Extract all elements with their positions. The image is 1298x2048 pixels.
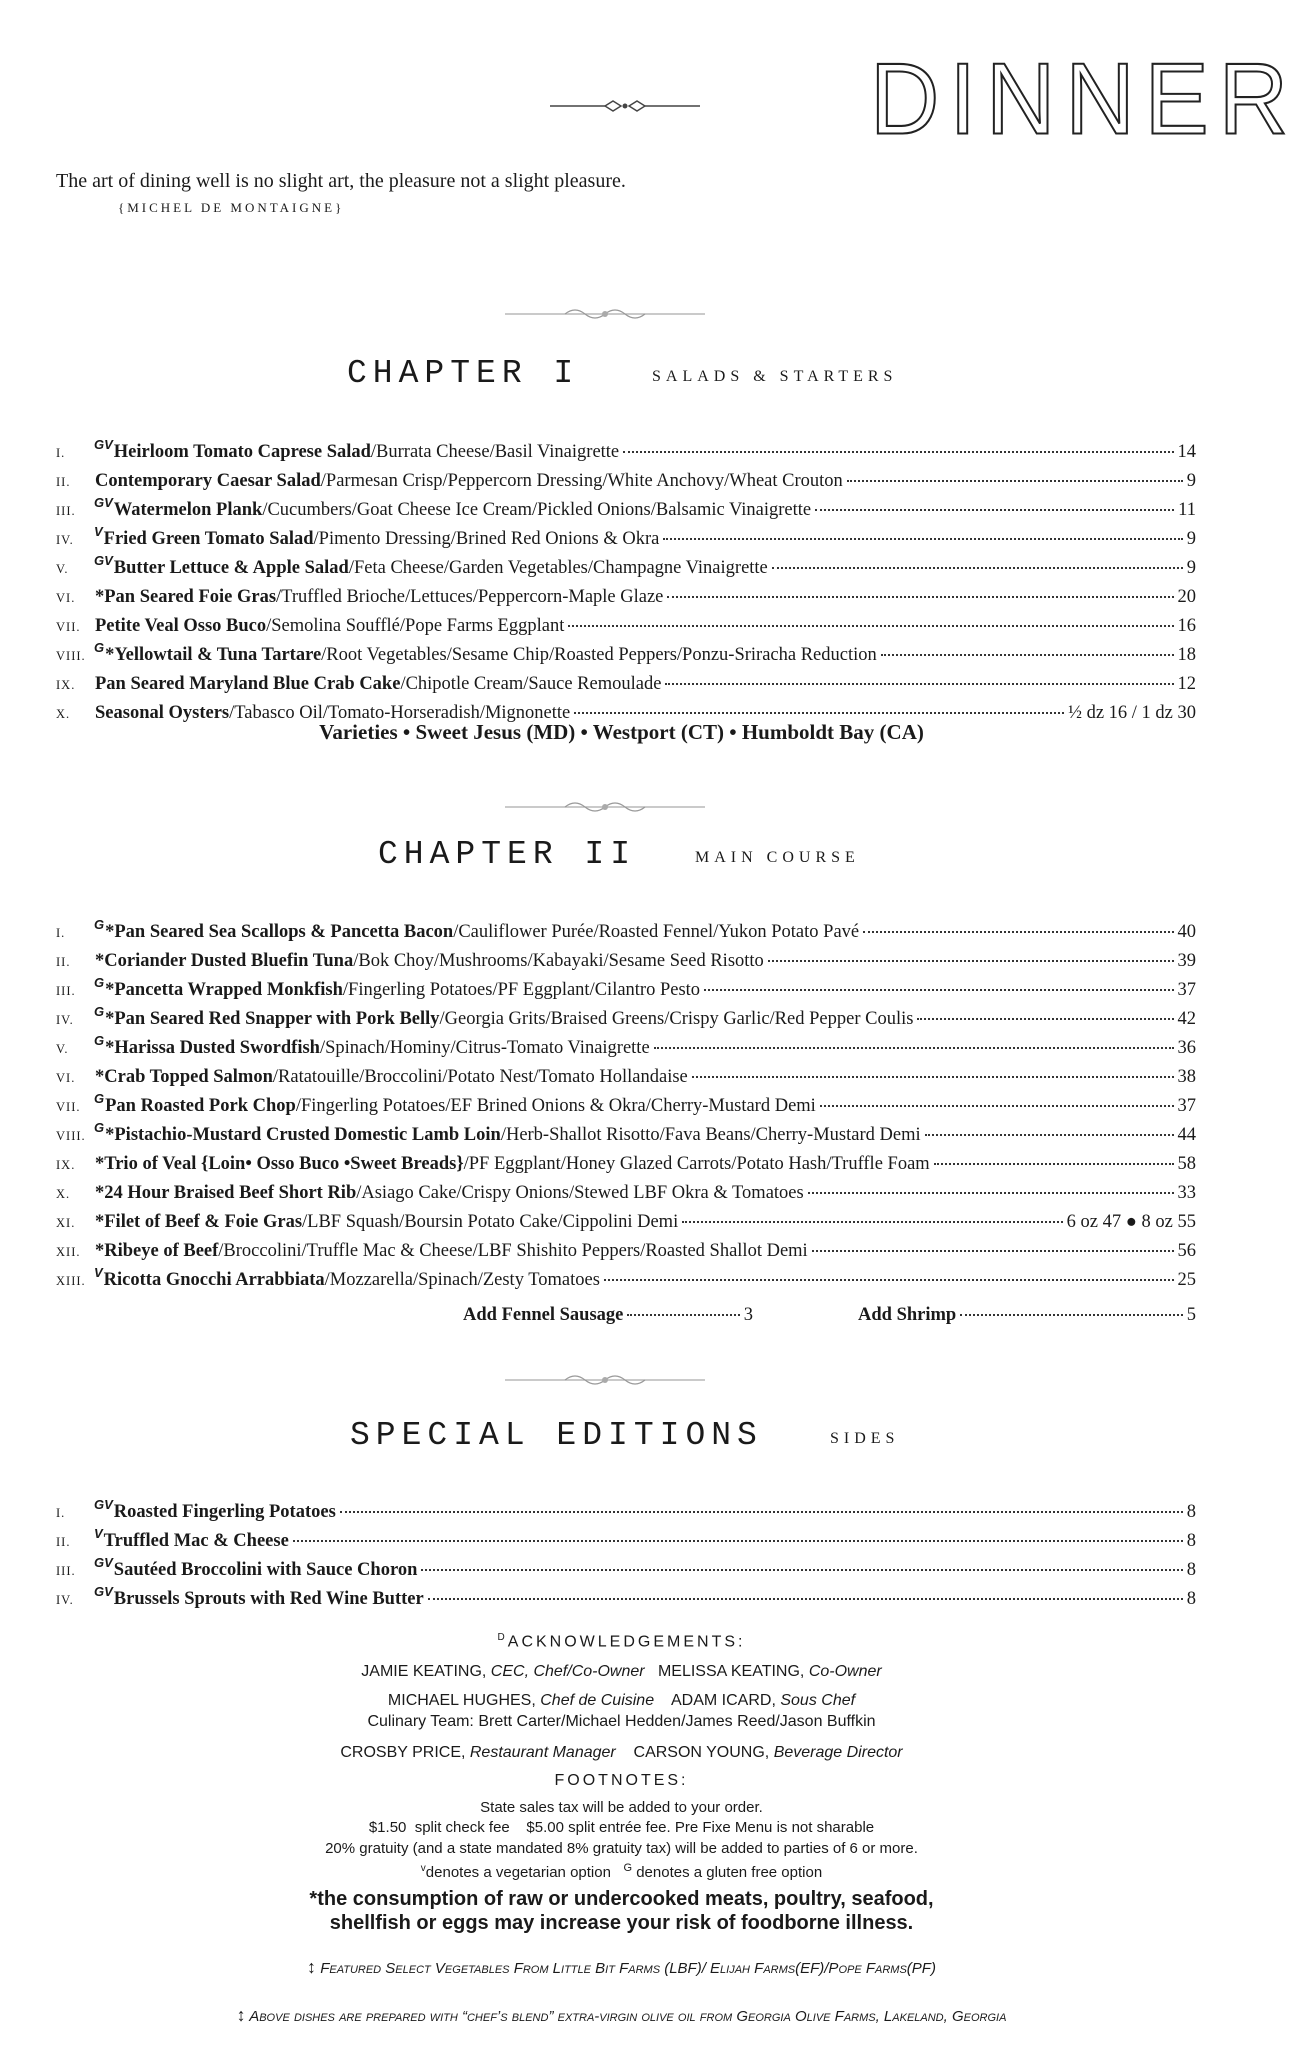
menu-item	[56, 917, 1196, 951]
dot-leader	[863, 931, 1173, 933]
item-name: Seasonal Oysters	[95, 703, 230, 723]
ack-name: CARSON YOUNG,	[633, 1744, 774, 1761]
item-description: /Chipotle Cream/Sauce Remoulade	[400, 674, 662, 694]
addon-name: Add Fennel Sausage	[463, 1305, 624, 1325]
dot-leader	[808, 1192, 1174, 1194]
item-price: 8	[1186, 1589, 1196, 1609]
item-name: Pan Seared Maryland Blue Crab Cake	[95, 674, 401, 694]
item-description: /Semolina Soufflé/Pope Farms Eggplant	[266, 616, 565, 636]
item-description: /Parmesan Crisp/Peppercorn Dressing/White Anchovy/Wheat Crouton	[320, 471, 843, 491]
dot-leader	[604, 1279, 1174, 1281]
item-name: *24 Hour Braised Beef Short Rib	[95, 1183, 357, 1203]
item-price: 8	[1186, 1502, 1196, 1522]
item-number: I.	[56, 926, 66, 940]
item-description: /Root Vegetables/Sesame Chip/Roasted Peppers/Ponzu-Sriracha Reduction	[321, 645, 877, 665]
item-price: 9	[1186, 529, 1196, 549]
item-description: /Burrata Cheese/Basil Vinaigrette	[370, 442, 620, 462]
dietary-tags: G	[94, 1120, 105, 1135]
dot-leader	[568, 625, 1173, 627]
acknowledgements-heading	[0, 1632, 1243, 1651]
dot-leader	[815, 509, 1174, 511]
dot-leader	[663, 538, 1182, 540]
dietary-tags: V	[94, 1265, 103, 1280]
menu-item	[56, 471, 1196, 500]
dietary-tags: G	[94, 1004, 105, 1019]
item-price: 56	[1177, 1241, 1196, 1261]
dot-leader	[682, 1221, 1062, 1223]
item-price: 58	[1177, 1154, 1196, 1174]
item-description: /PF Eggplant/Honey Glazed Carrots/Potato Hash/Truffle Foam	[463, 1154, 930, 1174]
up-down-arrow-icon: ↕	[236, 2005, 246, 2025]
menu-item	[56, 1067, 1196, 1096]
item-description: /Herb-Shallot Risotto/Fava Beans/Cherry-Mustard Demi	[500, 1125, 921, 1145]
chapter-3-heading: SPECIAL EDITIONS	[350, 1417, 763, 1454]
item-description: /Cauliflower Purée/Roasted Fennel/Yukon Potato Pavé	[453, 922, 860, 942]
item-number: XIII.	[56, 1274, 86, 1288]
item-description: /Cucumbers/Goat Cheese Ice Cream/Pickled Onions/Balsamic Vinaigrette	[262, 500, 812, 520]
item-number: X.	[56, 707, 71, 721]
item-number: IV.	[56, 1013, 74, 1027]
dot-leader	[654, 1047, 1174, 1049]
chapter-1-subtitle: SALADS & STARTERS	[652, 368, 898, 385]
item-number: III.	[56, 504, 76, 518]
ack-line-chefs	[0, 1692, 1243, 1710]
legend-text: denotes a vegetarian option	[425, 1864, 611, 1881]
dot-leader	[925, 1134, 1174, 1136]
item-price: 33	[1177, 1183, 1196, 1203]
dietary-tags: G	[94, 917, 105, 932]
ack-role: Restaurant Manager	[469, 1744, 616, 1761]
dot-leader	[820, 1105, 1174, 1107]
farms-text: Featured Select Vegetables From Little Bit Farms (LBF)/ Elijah Farms(EF)/Pope Farms(PF)	[320, 1960, 936, 1977]
item-name: *Pan Seared Foie Gras	[95, 587, 277, 607]
dot-leader	[917, 1018, 1173, 1020]
item-price: 39	[1177, 951, 1196, 971]
menu-item	[56, 524, 1196, 558]
dot-leader	[665, 683, 1173, 685]
footnote-fees: $1.50 split check fee $5.00 split entrée fee. Pre Fixe Menu is not sharable	[368, 1819, 875, 1836]
item-number: V.	[56, 1042, 69, 1056]
gluten-free-marker: G	[623, 1862, 633, 1874]
dot-leader	[812, 1250, 1174, 1252]
ack-name: MICHAEL HUGHES,	[387, 1692, 541, 1709]
dietary-tags: G	[94, 1091, 105, 1106]
item-number: VII.	[56, 620, 81, 634]
dot-leader	[667, 596, 1173, 598]
ack-role: Beverage Director	[773, 1744, 903, 1761]
item-price: 16	[1177, 616, 1196, 636]
item-name: *Pistachio-Mustard Crusted Domestic Lamb Loin	[105, 1125, 501, 1145]
item-name: Contemporary Caesar Salad	[95, 471, 321, 491]
item-price: 42	[1177, 1009, 1196, 1029]
item-name: *Crab Topped Salmon	[95, 1067, 273, 1087]
item-price: 8	[1186, 1531, 1196, 1551]
ack-name: JAMIE KEATING,	[361, 1663, 491, 1680]
item-number: VI.	[56, 591, 76, 605]
item-price: 20	[1177, 587, 1196, 607]
item-name: Butter Lettuce & Apple Salad	[113, 558, 349, 578]
item-description: /Ratatouille/Broccolini/Potato Nest/Tomato Hollandaise	[272, 1067, 688, 1087]
oyster-varieties: Varieties • Sweet Jesus (MD) • Westport (CT) • Humboldt Bay (CA)	[319, 720, 924, 744]
menu-item	[56, 1555, 1196, 1589]
item-description: /Truffled Brioche/Lettuces/Peppercorn-Maple Glaze	[276, 587, 664, 607]
item-name: *Harissa Dusted Swordfish	[105, 1038, 320, 1058]
menu-item	[56, 1212, 1196, 1241]
dot-leader	[428, 1598, 1183, 1600]
item-number: I.	[56, 1506, 66, 1520]
dot-leader	[881, 654, 1174, 656]
item-price: 37	[1177, 980, 1196, 1000]
item-description: /Fingerling Potatoes/PF Eggplant/Cilantro Pesto	[342, 980, 701, 1000]
item-price: 9	[1186, 558, 1196, 578]
ornament-divider-top	[550, 98, 700, 114]
dot-leader	[421, 1569, 1182, 1571]
ack-name: CROSBY PRICE,	[340, 1744, 470, 1761]
menu-item	[56, 1526, 1196, 1560]
footnote-legend	[0, 1862, 1243, 1881]
olive-oil-note	[0, 2005, 1243, 2026]
item-name: Petite Veal Osso Buco	[95, 616, 267, 636]
item-price: 6 oz 47 ● 8 oz 55	[1066, 1212, 1196, 1232]
chapter-1-list	[56, 437, 1196, 732]
food-warning-2: shellfish or eggs may increase your risk of foodborne illness.	[329, 1912, 914, 1934]
dietary-tags: GV	[94, 1584, 113, 1599]
dot-leader	[692, 1076, 1174, 1078]
menu-item	[56, 674, 1196, 703]
item-name: Sautéed Broccolini with Sauce Choron	[113, 1560, 418, 1580]
menu-item	[56, 1091, 1196, 1125]
ack-name: MELISSA KEATING,	[657, 1663, 809, 1680]
item-number: III.	[56, 984, 76, 998]
menu-item	[56, 1265, 1196, 1299]
item-number: X.	[56, 1187, 71, 1201]
farms-note	[0, 1957, 1243, 1978]
dot-leader	[768, 960, 1174, 962]
menu-item	[56, 553, 1196, 587]
dietary-tags: GV	[94, 1497, 113, 1512]
food-warning-1: *the consumption of raw or undercooked meats, poultry, seafood,	[309, 1888, 934, 1910]
addon-name: Add Shrimp	[858, 1305, 957, 1325]
item-description: /Spinach/Hominy/Citrus-Tomato Vinaigrette	[319, 1038, 650, 1058]
item-name: *Coriander Dusted Bluefin Tuna	[95, 951, 354, 971]
vegetarian-marker: v	[420, 1863, 426, 1874]
menu-item	[56, 975, 1196, 1009]
item-price: 37	[1177, 1096, 1196, 1116]
item-name: Pan Roasted Pork Chop	[105, 1096, 296, 1116]
menu-item	[56, 1241, 1196, 1270]
item-number: VIII.	[56, 1129, 86, 1143]
dot-leader	[574, 712, 1064, 714]
chapter-2-heading: CHAPTER II	[378, 836, 637, 873]
item-number: V.	[56, 562, 69, 576]
menu-item	[56, 1033, 1196, 1067]
dietary-tags: G	[94, 1033, 105, 1048]
addon-fennel-sausage	[463, 1305, 753, 1326]
item-price: 38	[1177, 1067, 1196, 1087]
dot-leader	[293, 1540, 1183, 1542]
dietary-tags: G	[94, 975, 105, 990]
footnotes-heading: FOOTNOTES:	[554, 1772, 689, 1789]
dot-leader	[623, 451, 1173, 453]
item-name: *Filet of Beef & Foie Gras	[95, 1212, 303, 1232]
chapter-1-heading: CHAPTER I	[347, 355, 580, 392]
item-price: 14	[1177, 442, 1196, 462]
dietary-tags: GV	[94, 553, 113, 568]
menu-item	[56, 1154, 1196, 1183]
item-number: XII.	[56, 1245, 81, 1259]
menu-item	[56, 1183, 1196, 1212]
menu-item	[56, 437, 1196, 471]
item-number: II.	[56, 475, 71, 489]
dietary-tags: GV	[94, 1555, 113, 1570]
sides-list	[56, 1497, 1196, 1618]
item-number: IV.	[56, 1593, 74, 1607]
dietary-tags: V	[94, 1526, 103, 1541]
dietary-tags: G	[94, 640, 105, 655]
item-price: 11	[1178, 500, 1196, 520]
menu-item	[56, 1004, 1196, 1038]
item-description: /Pimento Dressing/Brined Red Onions & Okra	[313, 529, 660, 549]
ack-role: Sous Chef	[780, 1692, 856, 1709]
dot-leader	[772, 567, 1183, 569]
chapter-2-subtitle: MAIN COURSE	[695, 849, 860, 866]
item-number: II.	[56, 1535, 71, 1549]
ornament-divider-3	[505, 1373, 705, 1387]
ack-heading-text: ACKNOWLEDGEMENTS:	[507, 1633, 746, 1651]
item-number: VIII.	[56, 649, 86, 663]
up-down-arrow-icon: ↕	[307, 1957, 317, 1977]
item-price: 25	[1177, 1270, 1196, 1290]
addon-price: 3	[743, 1305, 753, 1325]
item-name: *Pan Seared Red Snapper with Pork Belly	[105, 1009, 440, 1029]
footnote-tax: State sales tax will be added to your order.	[480, 1799, 763, 1816]
item-name: *Trio of Veal {Loin• Osso Buco •Sweet Breads}	[95, 1154, 464, 1174]
item-description: /Asiago Cake/Crispy Onions/Stewed LBF Okra & Tomatoes	[356, 1183, 804, 1203]
menu-item	[56, 1497, 1196, 1531]
item-name: Watermelon Plank	[113, 500, 263, 520]
ack-role: CEC, Chef/Co-Owner	[490, 1663, 645, 1680]
dot-leader	[704, 989, 1173, 991]
menu-item	[56, 640, 1196, 674]
item-description: /Fingerling Potatoes/EF Brined Onions & Okra/Cherry-Mustard Demi	[295, 1096, 816, 1116]
item-name: Fried Green Tomato Salad	[103, 529, 314, 549]
item-name: Truffled Mac & Cheese	[103, 1531, 289, 1551]
item-price: 8	[1186, 1560, 1196, 1580]
ack-line-owners	[0, 1663, 1243, 1681]
item-price: 40	[1177, 922, 1196, 942]
quote-text: The art of dining well is no slight art, the pleasure not a slight pleasure.	[56, 170, 626, 192]
item-name: *Yellowtail & Tuna Tartare	[105, 645, 322, 665]
item-description: /Tabasco Oil/Tomato-Horseradish/Mignonette	[229, 703, 571, 723]
item-description: /Broccolini/Truffle Mac & Cheese/LBF Shishito Peppers/Roasted Shallot Demi	[218, 1241, 808, 1261]
item-price: 36	[1177, 1038, 1196, 1058]
item-number: I.	[56, 446, 66, 460]
ornament-divider-2	[505, 800, 705, 814]
menu-item	[56, 587, 1196, 616]
olive-oil-text: Above dishes are prepared with “chef’s blend” extra-virgin olive oil from Georgia Olive Farms, Lakeland, Georgia	[249, 2008, 1007, 2025]
page-title: DINNER	[870, 43, 1298, 156]
item-description: /LBF Squash/Boursin Potato Cake/Cippolini Demi	[302, 1212, 679, 1232]
item-price: 44	[1177, 1125, 1196, 1145]
menu-item	[56, 951, 1196, 980]
item-number: VI.	[56, 1071, 76, 1085]
quote-author: {MICHEL DE MONTAIGNE}	[118, 200, 345, 215]
item-description: /Feta Cheese/Garden Vegetables/Champagne Vinaigrette	[348, 558, 768, 578]
item-name: *Ribeye of Beef	[95, 1241, 219, 1261]
item-number: VII.	[56, 1100, 81, 1114]
ack-role: Co-Owner	[808, 1663, 882, 1680]
ack-superscript: D	[497, 1632, 508, 1643]
dot-leader	[627, 1314, 739, 1316]
item-name: *Pancetta Wrapped Monkfish	[105, 980, 343, 1000]
dot-leader	[847, 480, 1183, 482]
item-price: 18	[1177, 645, 1196, 665]
item-description: /Mozzarella/Spinach/Zesty Tomatoes	[324, 1270, 600, 1290]
dietary-tags: V	[94, 524, 103, 539]
menu-item	[56, 495, 1196, 529]
item-number: IX.	[56, 1158, 76, 1172]
ack-line-managers	[0, 1744, 1243, 1762]
chapter-3-subtitle: SIDES	[830, 1430, 900, 1447]
item-name: Ricotta Gnocchi Arrabbiata	[103, 1270, 325, 1290]
chapter-2-list	[56, 917, 1196, 1299]
dot-leader	[934, 1163, 1174, 1165]
footnote-gratuity: 20% gratuity (and a state mandated 8% gratuity tax) will be added to parties of 6 or more.	[325, 1840, 918, 1857]
ack-name: ADAM ICARD,	[671, 1692, 781, 1709]
addon-price: 5	[1186, 1305, 1196, 1325]
item-number: IV.	[56, 533, 74, 547]
item-price: 9	[1186, 471, 1196, 491]
item-price: 12	[1177, 674, 1196, 694]
ack-culinary-team: Culinary Team: Brett Carter/Michael Hedden/James Reed/Jason Buffkin	[367, 1713, 876, 1730]
ornament-divider-1	[505, 307, 705, 321]
legend-text: denotes a gluten free option	[632, 1864, 823, 1881]
item-name: Roasted Fingerling Potatoes	[113, 1502, 336, 1522]
addon-shrimp	[858, 1305, 1196, 1326]
item-description: /Georgia Grits/Braised Greens/Crispy Garlic/Red Pepper Coulis	[439, 1009, 914, 1029]
item-number: IX.	[56, 678, 76, 692]
item-number: XI.	[56, 1216, 76, 1230]
item-number: II.	[56, 955, 71, 969]
item-price: ½ dz 16 / 1 dz 30	[1068, 703, 1196, 723]
item-description: /Bok Choy/Mushrooms/Kabayaki/Sesame Seed Risotto	[353, 951, 764, 971]
item-name: Brussels Sprouts with Red Wine Butter	[113, 1589, 424, 1609]
dot-leader	[960, 1314, 1183, 1316]
menu-item	[56, 616, 1196, 645]
dietary-tags: GV	[94, 495, 113, 510]
item-name: Heirloom Tomato Caprese Salad	[113, 442, 371, 462]
menu-item	[56, 1120, 1196, 1154]
menu-item	[56, 1584, 1196, 1618]
item-number: III.	[56, 1564, 76, 1578]
dietary-tags: GV	[94, 437, 113, 452]
ack-role: Chef de Cuisine	[540, 1692, 655, 1709]
dot-leader	[340, 1511, 1183, 1513]
item-name: *Pan Seared Sea Scallops & Pancetta Bacon	[105, 922, 454, 942]
